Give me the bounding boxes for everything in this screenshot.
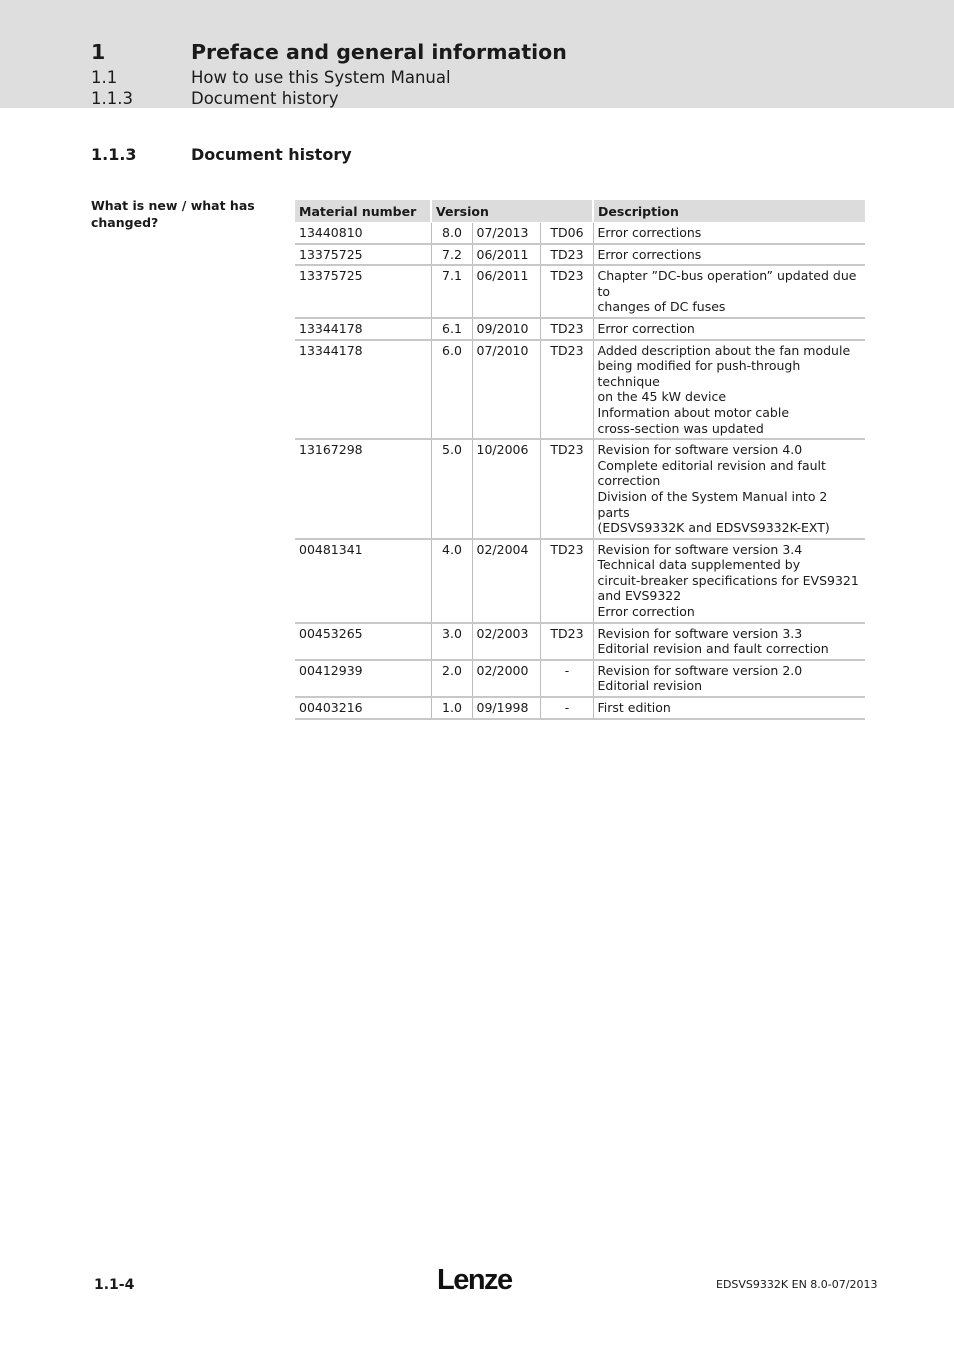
td-code-cell: TD23 (540, 244, 593, 266)
td-code-cell: - (540, 697, 593, 719)
version-cell: 7.2 (431, 244, 472, 266)
description-line: Revision for software version 3.3 (597, 625, 803, 641)
chapter-title: Preface and general information (191, 40, 567, 64)
description-line: Error correction (597, 320, 695, 336)
description-line: Editorial revision and fault correction (597, 641, 829, 657)
version-cell: 4.0 (431, 539, 472, 623)
description-cell (593, 223, 865, 244)
description-cell (593, 318, 865, 340)
subsection-number: 1.1.3 (91, 89, 133, 108)
date-cell: 09/2010 (472, 318, 540, 340)
lenze-logo-text: Lenze (437, 1264, 512, 1293)
table-row (295, 623, 865, 660)
description-cell (593, 623, 865, 660)
version-cell: 3.0 (431, 623, 472, 660)
subsection-title: Document history (191, 89, 339, 108)
document-history-table (295, 200, 865, 720)
subsection-heading (0, 89, 954, 113)
header-description: Description (593, 200, 865, 223)
table-body (295, 223, 865, 719)
material-number-cell: 13344178 (295, 340, 431, 440)
page-number: 1.1-4 (94, 1277, 135, 1293)
date-cell: 10/2006 (472, 439, 540, 539)
version-cell: 6.0 (431, 340, 472, 440)
chapter-heading (0, 40, 954, 64)
table-header-row (295, 200, 865, 223)
material-number-cell: 00412939 (295, 660, 431, 697)
description-line: (EDSVS9332K and EDSVS9332K-EXT) (597, 520, 830, 536)
material-number-cell: 13167298 (295, 439, 431, 539)
description-line: on the 45 kW device (597, 389, 727, 405)
description-line: Division of the System Manual into 2 parts (597, 488, 828, 520)
description-cell (593, 244, 865, 266)
date-cell: 02/2004 (472, 539, 540, 623)
description-line: Error corrections (597, 225, 702, 240)
description-line: and EVS9322 (597, 588, 682, 604)
td-code-cell: - (540, 660, 593, 697)
table-row (295, 539, 865, 623)
description-cell (593, 697, 865, 719)
chapter-number: 1 (91, 40, 106, 64)
version-cell: 2.0 (431, 660, 472, 697)
lenze-logo (437, 1263, 515, 1297)
description-line: Revision for software version 4.0 (597, 442, 803, 458)
description-cell (593, 539, 865, 623)
td-code-cell: TD23 (540, 439, 593, 539)
date-cell: 06/2011 (472, 265, 540, 318)
material-number-cell: 00481341 (295, 539, 431, 623)
material-number-cell: 13375725 (295, 265, 431, 318)
lenze-logo-mark (437, 1263, 515, 1293)
version-cell: 7.1 (431, 265, 472, 318)
description-cell (593, 265, 865, 318)
page-title-text: Document history (191, 145, 352, 164)
section-title: How to use this System Manual (191, 68, 451, 87)
description-line: Error corrections (597, 246, 702, 262)
description-line: Error correction (597, 604, 695, 620)
table-row (295, 265, 865, 318)
table-row (295, 660, 865, 697)
table-row (295, 340, 865, 440)
description-line: correction (597, 473, 661, 489)
material-number-cell: 13344178 (295, 318, 431, 340)
header-material-number: Material number (295, 200, 431, 223)
date-cell: 07/2010 (472, 340, 540, 440)
description-line: Editorial revision (597, 678, 703, 694)
date-cell: 07/2013 (472, 223, 540, 244)
table-row (295, 223, 865, 244)
description-cell (593, 660, 865, 697)
td-code-cell: TD23 (540, 623, 593, 660)
version-cell: 8.0 (431, 223, 472, 244)
description-cell (593, 340, 865, 440)
description-line: Added description about the fan module (597, 342, 851, 358)
date-cell: 02/2000 (472, 660, 540, 697)
margin-label: What is new / what has changed? (91, 198, 255, 230)
table-row (295, 697, 865, 719)
material-number-cell: 00403216 (295, 697, 431, 719)
table-row (295, 244, 865, 266)
description-line: Information about motor cable (597, 404, 790, 420)
page-title-number: 1.1.3 (91, 145, 137, 164)
description-line: circuit-breaker specifications for EVS9321 (597, 572, 859, 588)
description-line: Chapter ”DC-bus operation” updated due to (597, 268, 857, 299)
description-line: Revision for software version 3.4 (597, 541, 803, 557)
document-id: EDSVS9332K EN 8.0-07/2013 (716, 1278, 878, 1291)
description-line: cross-section was updated (597, 420, 764, 436)
description-line: First edition (597, 700, 671, 716)
description-line: Revision for software version 2.0 (597, 662, 803, 678)
table-row (295, 318, 865, 340)
material-number-cell: 13440810 (295, 223, 431, 244)
description-line: Technical data supplemented by (597, 557, 801, 573)
td-code-cell: TD23 (540, 265, 593, 318)
td-code-cell: TD23 (540, 340, 593, 440)
header-version: Version (431, 200, 593, 223)
table-row (295, 439, 865, 539)
material-number-cell: 00453265 (295, 623, 431, 660)
description-cell (593, 439, 865, 539)
td-code-cell: TD06 (540, 223, 593, 244)
version-cell: 1.0 (431, 697, 472, 719)
version-cell: 6.1 (431, 318, 472, 340)
section-number: 1.1 (91, 68, 118, 87)
description-line: Complete editorial revision and fault (597, 457, 826, 473)
date-cell: 06/2011 (472, 244, 540, 266)
description-line: changes of DC fuses (597, 299, 726, 315)
material-number-cell: 13375725 (295, 244, 431, 266)
version-cell: 5.0 (431, 439, 472, 539)
date-cell: 02/2003 (472, 623, 540, 660)
td-code-cell: TD23 (540, 318, 593, 340)
date-cell: 09/1998 (472, 697, 540, 719)
description-line: being modified for push-through technique (597, 358, 801, 389)
td-code-cell: TD23 (540, 539, 593, 623)
header-band (0, 0, 954, 108)
